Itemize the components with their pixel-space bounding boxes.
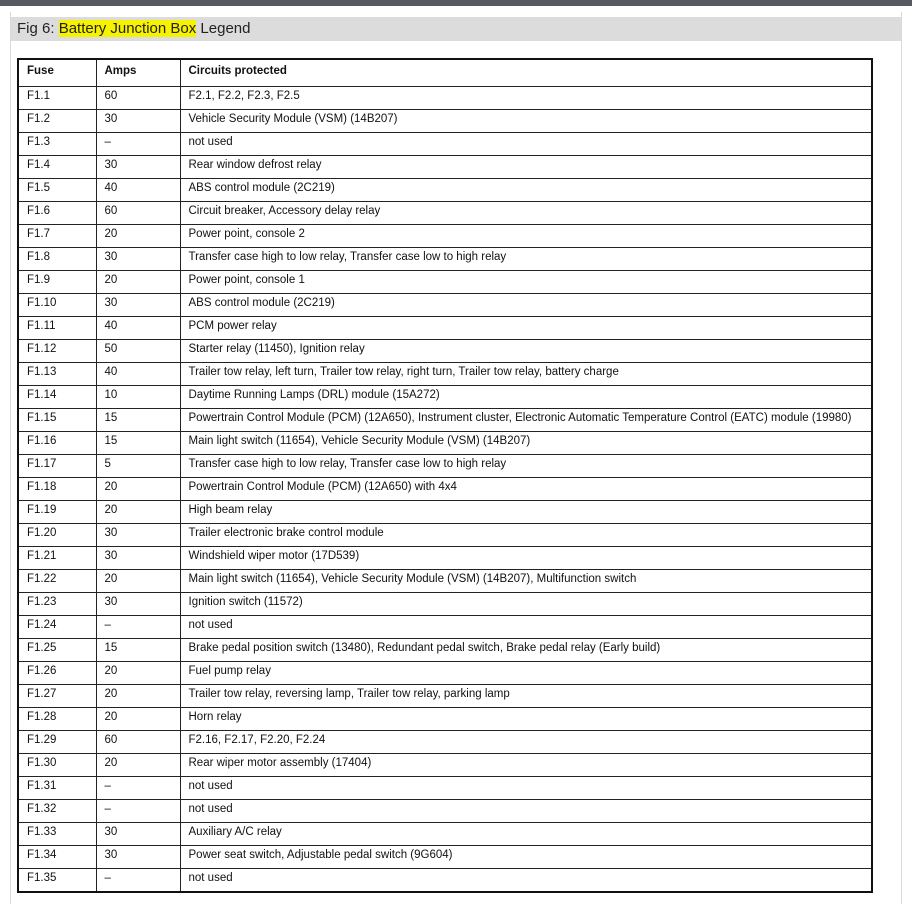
cell-amps: 30 [96, 593, 180, 616]
table-row [18, 524, 872, 547]
table-row [18, 225, 872, 248]
cell-circuits: PCM power relay [180, 317, 872, 340]
cell-amps: – [96, 869, 180, 893]
cell-amps: 30 [96, 846, 180, 869]
window-top-bar [0, 0, 912, 6]
cell-circuits: Main light switch (11654), Vehicle Security Module (VSM) (14B207) [180, 432, 872, 455]
cell-circuits: Power point, console 1 [180, 271, 872, 294]
cell-fuse: F1.4 [18, 156, 96, 179]
cell-fuse: F1.18 [18, 478, 96, 501]
cell-fuse: F1.1 [18, 87, 96, 110]
cell-amps: 30 [96, 294, 180, 317]
table-row [18, 271, 872, 294]
cell-amps: 20 [96, 501, 180, 524]
table-body [18, 87, 872, 893]
caption-prefix: Fig 6: [17, 20, 59, 37]
cell-fuse: F1.20 [18, 524, 96, 547]
cell-fuse: F1.29 [18, 731, 96, 754]
table-row [18, 317, 872, 340]
table-header-row [18, 59, 872, 87]
cell-circuits: Trailer tow relay, reversing lamp, Trailer tow relay, parking lamp [180, 685, 872, 708]
cell-circuits: Horn relay [180, 708, 872, 731]
cell-circuits: Transfer case high to low relay, Transfer case low to high relay [180, 455, 872, 478]
table-row [18, 869, 872, 893]
table-row [18, 823, 872, 846]
cell-amps: 30 [96, 524, 180, 547]
figure-caption [11, 17, 901, 41]
cell-amps: 50 [96, 340, 180, 363]
table-row [18, 363, 872, 386]
header-fuse: Fuse [18, 59, 96, 87]
cell-circuits: Rear wiper motor assembly (17404) [180, 754, 872, 777]
table-row [18, 294, 872, 317]
cell-fuse: F1.33 [18, 823, 96, 846]
cell-amps: 60 [96, 87, 180, 110]
cell-fuse: F1.32 [18, 800, 96, 823]
table-row [18, 685, 872, 708]
cell-fuse: F1.34 [18, 846, 96, 869]
cell-circuits: Trailer tow relay, left turn, Trailer tow relay, right turn, Trailer tow relay, battery charge [180, 363, 872, 386]
table-row [18, 87, 872, 110]
cell-circuits: Circuit breaker, Accessory delay relay [180, 202, 872, 225]
cell-circuits: ABS control module (2C219) [180, 294, 872, 317]
cell-fuse: F1.7 [18, 225, 96, 248]
cell-amps: 20 [96, 271, 180, 294]
cell-amps: – [96, 777, 180, 800]
cell-amps: 15 [96, 432, 180, 455]
cell-circuits: not used [180, 777, 872, 800]
cell-amps: 40 [96, 363, 180, 386]
table-row [18, 110, 872, 133]
cell-circuits: Daytime Running Lamps (DRL) module (15A272) [180, 386, 872, 409]
cell-fuse: F1.5 [18, 179, 96, 202]
cell-amps: 20 [96, 570, 180, 593]
cell-circuits: Transfer case high to low relay, Transfer case low to high relay [180, 248, 872, 271]
cell-circuits: Auxiliary A/C relay [180, 823, 872, 846]
cell-circuits: Main light switch (11654), Vehicle Security Module (VSM) (14B207), Multifunction switch [180, 570, 872, 593]
table-row [18, 501, 872, 524]
cell-fuse: F1.31 [18, 777, 96, 800]
cell-amps: 20 [96, 225, 180, 248]
cell-amps: 15 [96, 639, 180, 662]
cell-fuse: F1.21 [18, 547, 96, 570]
cell-fuse: F1.15 [18, 409, 96, 432]
cell-fuse: F1.19 [18, 501, 96, 524]
cell-circuits: ABS control module (2C219) [180, 179, 872, 202]
cell-circuits: not used [180, 616, 872, 639]
cell-amps: 30 [96, 823, 180, 846]
cell-circuits: Windshield wiper motor (17D539) [180, 547, 872, 570]
cell-amps: 30 [96, 248, 180, 271]
cell-circuits: Rear window defrost relay [180, 156, 872, 179]
fuse-legend-table [17, 58, 873, 893]
table-row [18, 570, 872, 593]
table-row [18, 202, 872, 225]
table-row [18, 455, 872, 478]
header-circuits: Circuits protected [180, 59, 872, 87]
cell-amps: – [96, 800, 180, 823]
table-row [18, 708, 872, 731]
cell-amps: – [96, 616, 180, 639]
cell-fuse: F1.6 [18, 202, 96, 225]
table-row [18, 846, 872, 869]
cell-fuse: F1.17 [18, 455, 96, 478]
header-amps: Amps [96, 59, 180, 87]
cell-fuse: F1.25 [18, 639, 96, 662]
cell-circuits: not used [180, 869, 872, 893]
table-row [18, 754, 872, 777]
cell-amps: 15 [96, 409, 180, 432]
cell-fuse: F1.12 [18, 340, 96, 363]
cell-amps: 60 [96, 731, 180, 754]
cell-amps: 20 [96, 662, 180, 685]
cell-fuse: F1.24 [18, 616, 96, 639]
cell-circuits: not used [180, 133, 872, 156]
table-row [18, 340, 872, 363]
table-row [18, 478, 872, 501]
cell-amps: 20 [96, 708, 180, 731]
cell-circuits: Ignition switch (11572) [180, 593, 872, 616]
cell-amps: 20 [96, 478, 180, 501]
table-row [18, 662, 872, 685]
table-row [18, 593, 872, 616]
cell-fuse: F1.22 [18, 570, 96, 593]
cell-amps: 10 [96, 386, 180, 409]
cell-amps: 30 [96, 547, 180, 570]
cell-fuse: F1.9 [18, 271, 96, 294]
table-row [18, 731, 872, 754]
cell-amps: 20 [96, 754, 180, 777]
cell-fuse: F1.14 [18, 386, 96, 409]
cell-amps: 40 [96, 179, 180, 202]
cell-amps: 5 [96, 455, 180, 478]
table-row [18, 133, 872, 156]
cell-fuse: F1.35 [18, 869, 96, 893]
cell-circuits: Trailer electronic brake control module [180, 524, 872, 547]
table-row [18, 639, 872, 662]
cell-amps: 40 [96, 317, 180, 340]
cell-circuits: Brake pedal position switch (13480), Redundant pedal switch, Brake pedal relay (Early build) [180, 639, 872, 662]
cell-fuse: F1.2 [18, 110, 96, 133]
cell-fuse: F1.30 [18, 754, 96, 777]
cell-fuse: F1.8 [18, 248, 96, 271]
cell-circuits: Power seat switch, Adjustable pedal switch (9G604) [180, 846, 872, 869]
table-row [18, 156, 872, 179]
cell-fuse: F1.10 [18, 294, 96, 317]
caption-suffix: Legend [196, 20, 251, 37]
table-row [18, 386, 872, 409]
table-row [18, 800, 872, 823]
cell-fuse: F1.28 [18, 708, 96, 731]
cell-fuse: F1.26 [18, 662, 96, 685]
cell-circuits: F2.16, F2.17, F2.20, F2.24 [180, 731, 872, 754]
cell-fuse: F1.11 [18, 317, 96, 340]
cell-circuits: High beam relay [180, 501, 872, 524]
table-row [18, 432, 872, 455]
cell-fuse: F1.3 [18, 133, 96, 156]
cell-amps: 30 [96, 110, 180, 133]
cell-circuits: Starter relay (11450), Ignition relay [180, 340, 872, 363]
cell-amps: 20 [96, 685, 180, 708]
cell-amps: 60 [96, 202, 180, 225]
cell-fuse: F1.27 [18, 685, 96, 708]
cell-circuits: Fuel pump relay [180, 662, 872, 685]
table-row [18, 616, 872, 639]
table-row [18, 409, 872, 432]
cell-circuits: Vehicle Security Module (VSM) (14B207) [180, 110, 872, 133]
cell-amps: 30 [96, 156, 180, 179]
cell-fuse: F1.13 [18, 363, 96, 386]
cell-amps: – [96, 133, 180, 156]
cell-circuits: Powertrain Control Module (PCM) (12A650) with 4x4 [180, 478, 872, 501]
cell-circuits: F2.1, F2.2, F2.3, F2.5 [180, 87, 872, 110]
table-row [18, 248, 872, 271]
cell-circuits: Power point, console 2 [180, 225, 872, 248]
cell-fuse: F1.16 [18, 432, 96, 455]
caption-highlight: Battery Junction Box [58, 20, 197, 37]
cell-circuits: not used [180, 800, 872, 823]
table-row [18, 179, 872, 202]
table-row [18, 777, 872, 800]
table-row [18, 547, 872, 570]
cell-circuits: Powertrain Control Module (PCM) (12A650), Instrument cluster, Electronic Automatic Temperature Control (EATC) module (19980) [180, 409, 872, 432]
cell-fuse: F1.23 [18, 593, 96, 616]
